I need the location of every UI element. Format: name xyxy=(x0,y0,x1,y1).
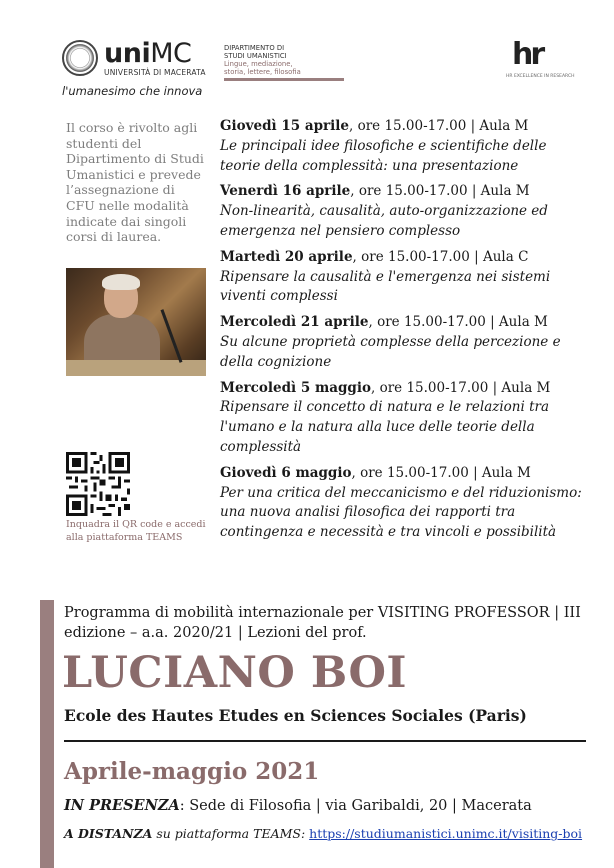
professor-photo xyxy=(66,268,206,376)
schedule-item: Mercoledì 21 aprile, ore 15.00-17.00 | Aula M Su alcune proprietà complesse della percezione e della cognizione xyxy=(220,314,561,370)
remote-info: A DISTANZA su piattaforma TEAMS: https://studiumanistici.unimc.it/visiting-boi xyxy=(64,826,583,841)
schedule-item: Giovedì 6 maggio, ore 15.00-17.00 | Aula M Per una critica del meccanicismo e del riduzionismo: una nuova analisi filosofica dei rapporti tra contingenza e necessità e tra vincoli e possibilità xyxy=(220,464,582,541)
accent-bar xyxy=(40,600,54,868)
hr-caption: HR EXCELLENCE IN RESEARCH xyxy=(506,74,575,79)
professor-name: LUCIANO BOI xyxy=(62,648,408,698)
schedule-item: Giovedì 15 aprile, ore 15.00-17.00 | Aula M Le principali idee filosofiche e scientifiche delle teorie della complessità: una presentazione xyxy=(220,118,547,174)
qr-code-icon[interactable] xyxy=(66,452,130,516)
schedule-item: Martedì 20 aprile, ore 15.00-17.00 | Aula C Ripensare la causalità e l'emergenza nei sistemi viventi complessi xyxy=(220,248,551,305)
hr-excellence-logo: hr xyxy=(512,37,543,72)
schedule-item: Mercoledì 5 maggio, ore 15.00-17.00 | Aula M Ripensare il concetto di natura e le relazioni tra l'umano e la natura alla luce delle teorie della complessità xyxy=(220,379,551,455)
lecture-schedule xyxy=(220,117,590,549)
unimc-logo: uniMC xyxy=(104,38,192,69)
department-name: DIPARTIMENTO DI STUDI UMANISTICI Lingue, mediazione, storia, lettere, filosofia xyxy=(224,44,301,76)
schedule-item: Venerdì 16 aprile, ore 15.00-17.00 | Aula M Non-linearità, causalità, auto-organizzazione ed emergenza nel pensiero complesso xyxy=(220,183,548,239)
course-intro-text: Il corso è rivolto agli studenti del Dipartimento di Studi Umanistici e prevede l’assegnazione di CFU nelle modalità indicate dai singoli corsi di laurea. xyxy=(66,120,204,245)
department-divider xyxy=(224,78,344,81)
period-title: Aprile-maggio 2021 xyxy=(64,758,320,785)
university-seal-icon xyxy=(62,40,98,76)
in-person-info: IN PRESENZA: Sede di Filosofia | via Garibaldi, 20 | Macerata xyxy=(64,797,532,814)
program-description: Programma di mobilità internazionale per VISITING PROFESSOR | III edizione – a.a. 2020/21 | Lezioni del prof. xyxy=(64,605,581,641)
tagline: l'umanesimo che innova xyxy=(62,84,203,98)
institution-name: Ecole des Hautes Etudes en Sciences Sociales (Paris) xyxy=(64,706,527,725)
logo-subtitle: UNIVERSITÀ DI MACERATA xyxy=(104,68,206,77)
qr-caption: Inquadra il QR code e accedi alla piattaforma TEAMS xyxy=(66,519,206,543)
section-divider xyxy=(64,740,586,742)
teams-link[interactable]: https://studiumanistici.unimc.it/visiting-boi xyxy=(309,826,583,841)
